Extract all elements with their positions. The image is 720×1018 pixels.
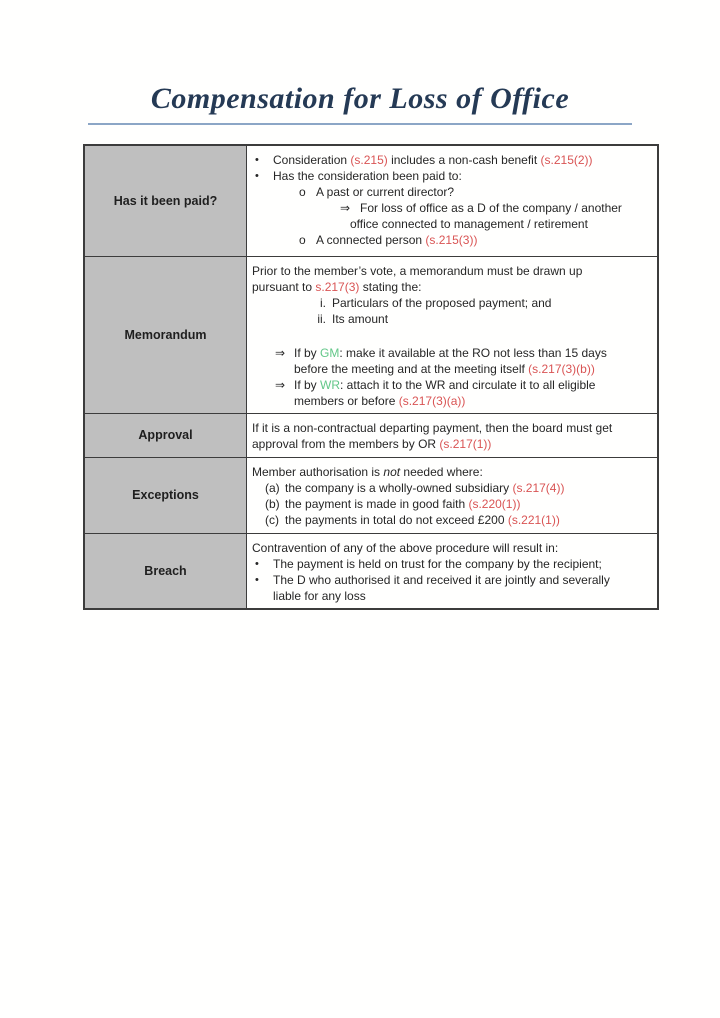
table-row (84, 533, 658, 609)
table-row (84, 145, 658, 256)
bullet-icon: • (255, 154, 259, 166)
row-content (247, 413, 659, 457)
circle-bullet-icon: o (299, 233, 306, 247)
text-line (252, 588, 651, 604)
text-line (252, 311, 651, 327)
text-line (252, 232, 651, 248)
text-line (252, 393, 651, 409)
text-segment: Prior to the member’s vote, a memorandum must be drawn up (252, 263, 583, 278)
row-label: Memorandum (84, 256, 247, 413)
text-line (252, 279, 651, 295)
citation-ref: (s.220(1)) (468, 496, 521, 511)
row-content (247, 256, 659, 413)
roman-numeral-marker: ii. (317, 311, 326, 326)
text-segment: Its amount (332, 311, 389, 326)
text-line (252, 184, 651, 200)
row-label: Breach (84, 533, 247, 609)
text-line (252, 263, 651, 279)
citation-ref: (s.215(2)) (540, 153, 593, 167)
term-ref: WR (320, 377, 341, 392)
text-line (252, 512, 651, 528)
citation-ref: (s.221(1)) (507, 512, 560, 527)
table-row (84, 413, 658, 457)
text-segment: Has the consideration been paid to: (273, 169, 462, 183)
table-row (84, 457, 658, 533)
blank-line (252, 327, 651, 345)
text-segment: Particulars of the proposed payment; and (332, 295, 552, 310)
arrow-icon: ⇒ (275, 345, 286, 360)
text-line (252, 496, 651, 512)
text-segment: the company is a wholly-owned subsidiary (285, 480, 513, 495)
text-line (252, 216, 651, 232)
text-segment: the payments in total do not exceed £200 (285, 512, 508, 527)
title-underline (88, 123, 632, 125)
text-line (252, 480, 651, 496)
text-segment: A connected person (316, 233, 426, 247)
citation-ref: (s.215(3)) (425, 233, 478, 247)
text-line (252, 168, 651, 184)
bullet-icon: • (255, 170, 259, 182)
text-line (252, 464, 651, 480)
circle-bullet-icon: o (299, 185, 306, 199)
citation-ref: (s.217(3)(a)) (398, 393, 466, 408)
text-segment: stating the: (359, 279, 422, 294)
page-title: Compensation for Loss of Office (150, 82, 570, 115)
text-segment: includes a non-cash benefit (387, 153, 541, 167)
citation-ref: (s.217(4)) (512, 480, 565, 495)
text-line (252, 436, 651, 452)
citation-ref: (s.217(3)(b)) (528, 361, 595, 376)
text-segment: For loss of office as a D of the company / another (360, 201, 622, 215)
arrow-icon: ⇒ (275, 377, 286, 392)
row-label: Approval (84, 413, 247, 457)
text-line (252, 556, 651, 572)
row-content (247, 145, 659, 256)
row-content (247, 533, 659, 609)
text-segment: office connected to management / retirement (350, 217, 588, 231)
bullet-icon: • (255, 573, 259, 586)
text-line (252, 345, 651, 361)
alpha-list-marker: (b) (265, 496, 280, 511)
text-segment: needed where: (400, 464, 483, 479)
text-segment: Contravention of any of the above procedure will result in: (252, 540, 559, 555)
text-line (252, 572, 651, 588)
row-label: Exceptions (84, 457, 247, 533)
table-row (84, 256, 658, 413)
text-segment: members or before (294, 393, 399, 408)
text-line (252, 295, 651, 311)
text-segment: The D who authorised it and received it are jointly and severally (273, 572, 610, 587)
bullet-icon: • (255, 557, 259, 570)
text-segment: : attach it to the WR and circulate it to all eligible (340, 377, 596, 392)
text-segment: : make it available at the RO not less than 15 days (339, 345, 607, 360)
text-segment: Member authorisation is (252, 464, 384, 479)
content-table (83, 144, 659, 610)
text-segment: approval from the members by OR (252, 436, 440, 451)
text-segment: The payment is held on trust for the company by the recipient; (273, 556, 602, 571)
term-ref: GM (320, 345, 340, 360)
text-segment: pursuant to (252, 279, 316, 294)
text-segment: the payment is made in good faith (285, 496, 469, 511)
text-segment: If it is a non-contractual departing payment, then the board must get (252, 420, 613, 435)
row-label: Has it been paid? (84, 145, 247, 256)
text-segment: A past or current director? (316, 185, 455, 199)
text-segment: before the meeting and at the meeting itself (294, 361, 529, 376)
alpha-list-marker: (a) (265, 480, 280, 495)
citation-ref: (s.215) (350, 153, 388, 167)
emphasis-text: not (383, 464, 401, 479)
text-line (252, 200, 651, 216)
text-segment: If by (294, 345, 321, 360)
roman-numeral-marker: i. (320, 295, 326, 310)
citation-ref: s.217(3) (315, 279, 360, 294)
text-segment: liable for any loss (273, 588, 366, 603)
text-segment: If by (294, 377, 321, 392)
text-line (252, 152, 651, 168)
row-content (247, 457, 659, 533)
citation-ref: (s.217(1)) (439, 436, 492, 451)
text-line (252, 361, 651, 377)
text-line (252, 540, 651, 556)
text-segment: Consideration (273, 153, 351, 167)
arrow-icon: ⇒ (340, 201, 351, 215)
text-line (252, 420, 651, 436)
text-line (252, 377, 651, 393)
alpha-list-marker: (c) (265, 512, 279, 527)
